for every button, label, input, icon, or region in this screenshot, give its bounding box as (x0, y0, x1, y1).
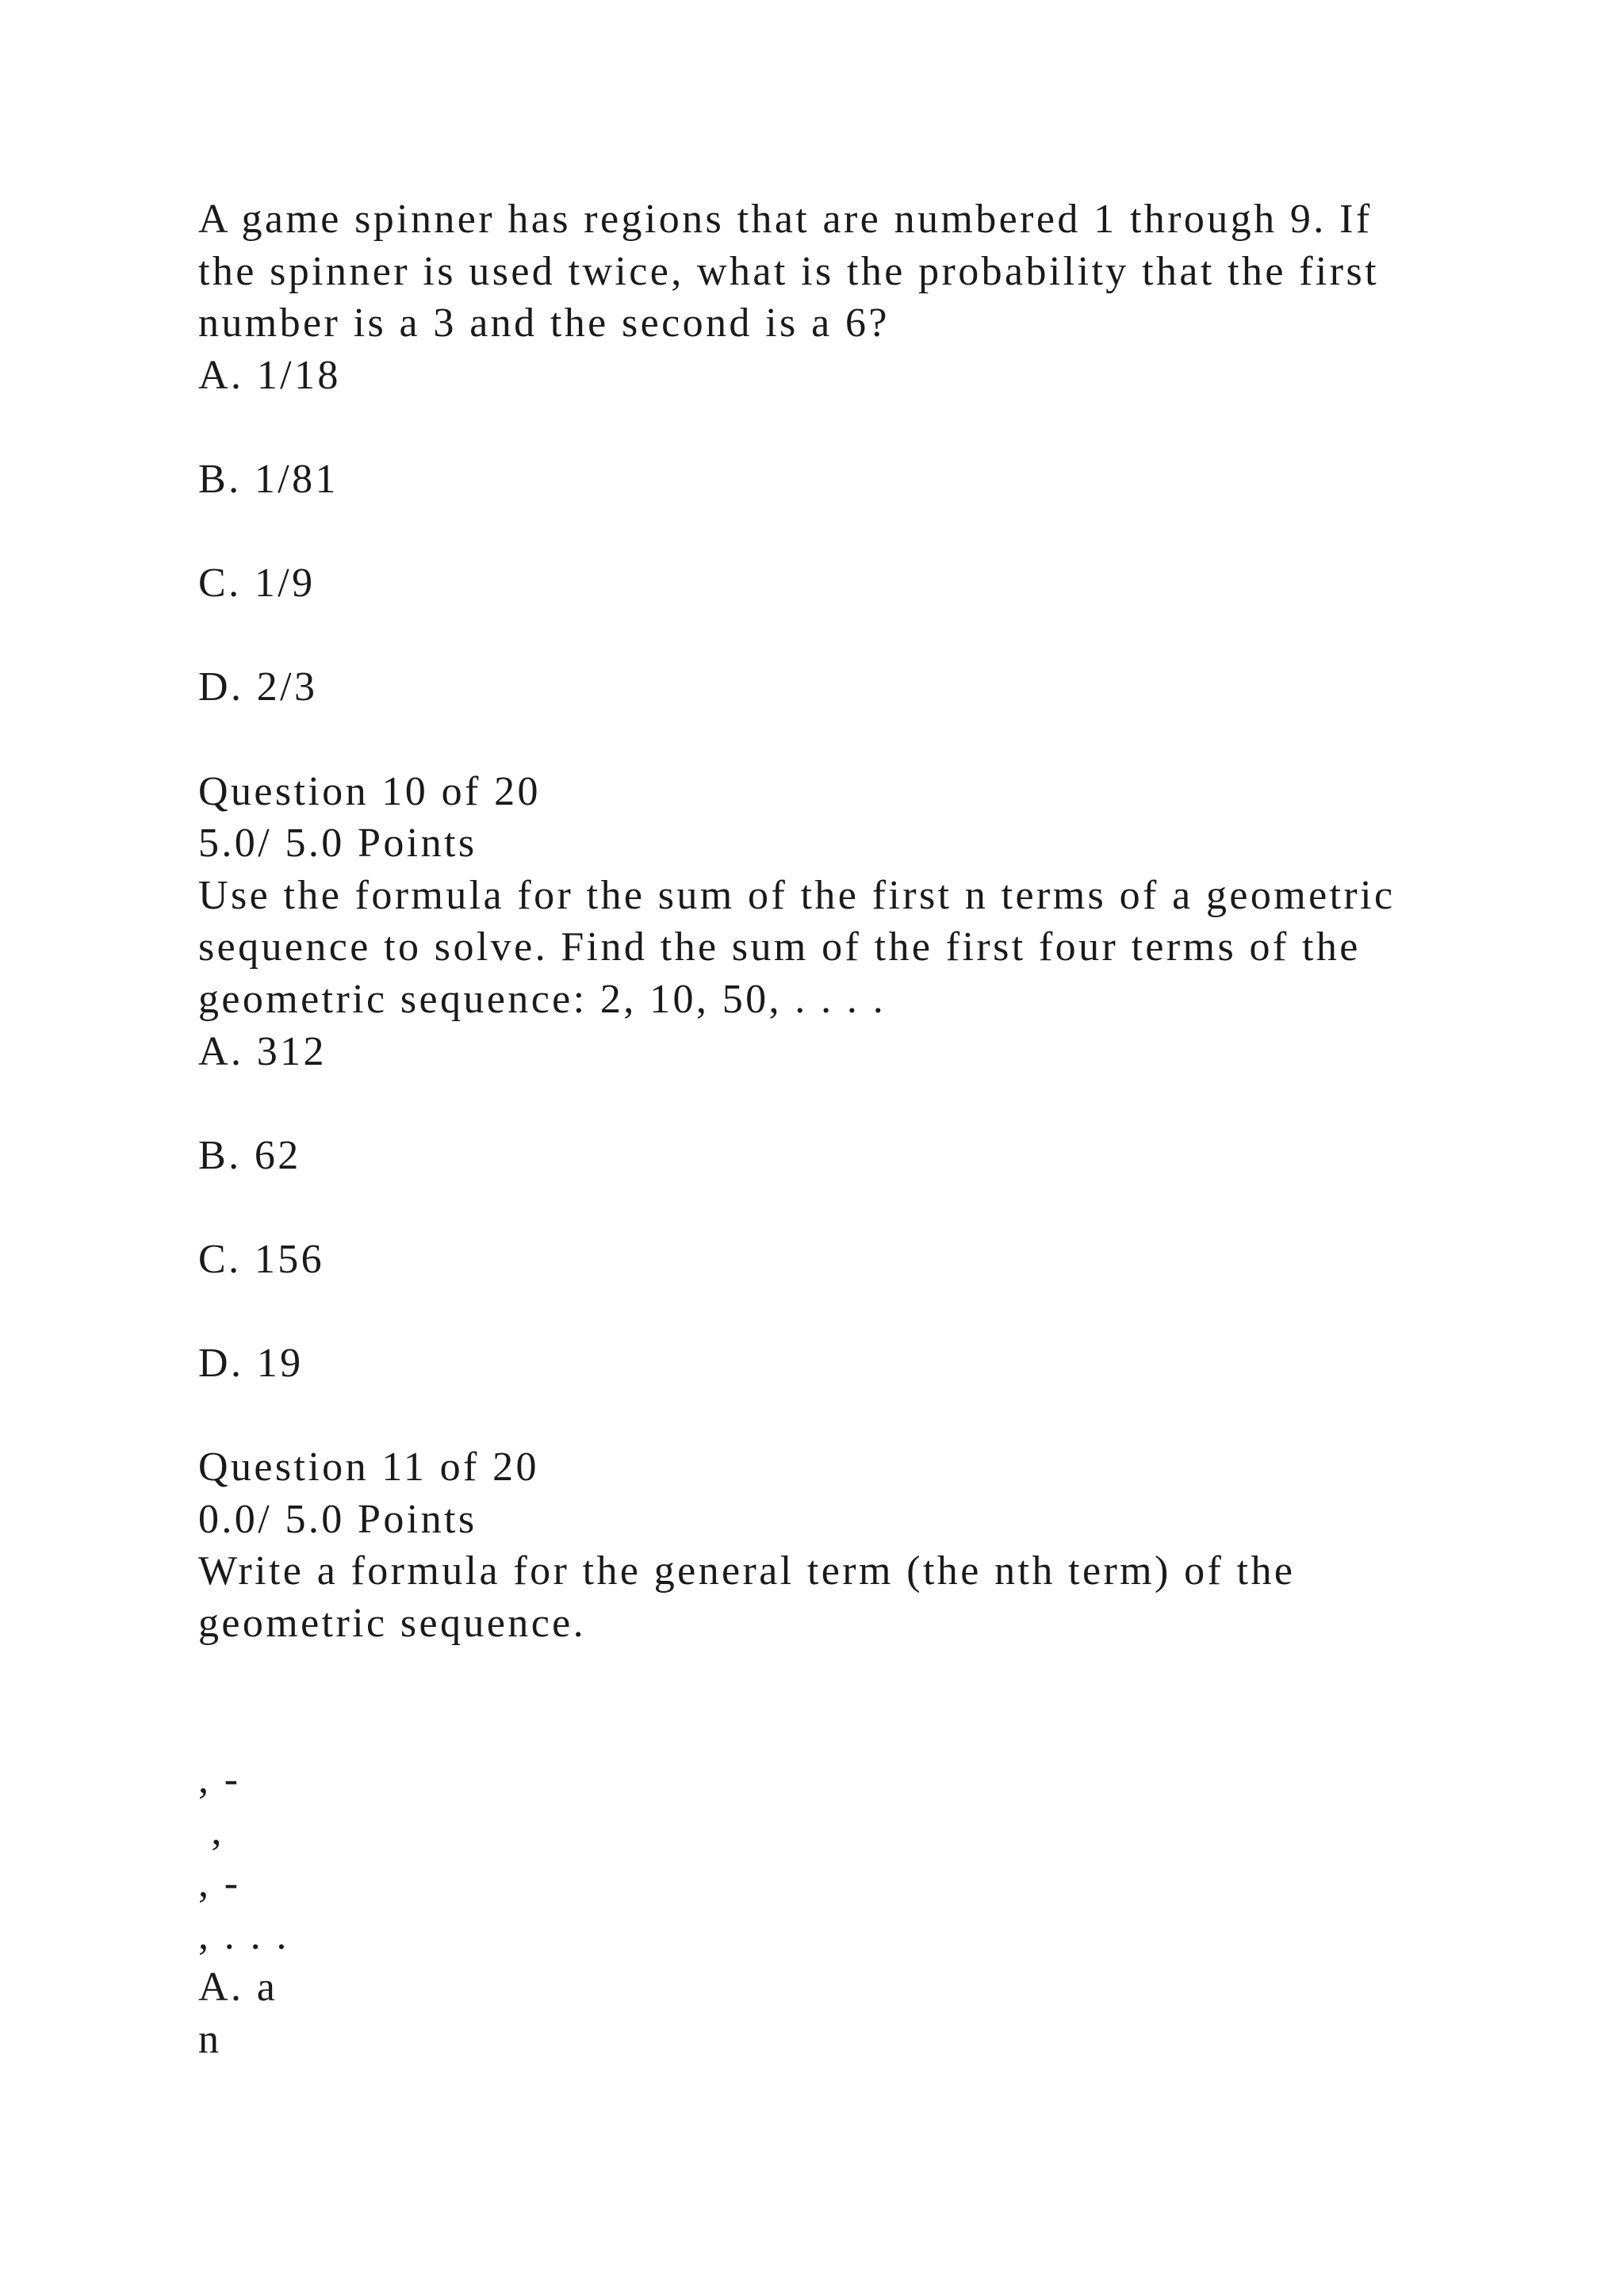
question-stem-line: number is a 3 and the second is a 6? (198, 300, 890, 346)
answer-option-b: B. 1/81 (198, 456, 339, 502)
question-11 (198, 1441, 1499, 2065)
spacer (198, 401, 1499, 453)
question-stem-line: Use the formula for the sum of the first n terms of a geometric (198, 872, 1396, 918)
spacer (198, 1701, 1499, 1754)
answer-option-a: A. a (198, 1965, 278, 2011)
question-points: 5.0/ 5.0 Points (198, 821, 477, 867)
question-stem-line: the spinner is used twice, what is the probability that the first (198, 248, 1379, 294)
spacer (198, 1390, 1499, 1442)
sequence-fragment: , - (198, 1756, 241, 1802)
spacer (198, 1650, 1499, 1702)
sequence-fragment: , (198, 1808, 224, 1854)
spacer (198, 1285, 1499, 1337)
sequence-fragment: , . . . (198, 1912, 289, 1958)
answer-option-c: C. 1/9 (198, 561, 316, 607)
question-header: Question 11 of 20 (198, 1445, 539, 1490)
document-body (198, 193, 1499, 2065)
question-stem-line: geometric sequence. (198, 1601, 587, 1647)
question-points: 0.0/ 5.0 Points (198, 1496, 477, 1542)
question-stem-line: Write a formula for the general term (the nth term) of the (198, 1548, 1296, 1594)
answer-option-a: A. 312 (198, 1028, 327, 1074)
spacer (198, 714, 1499, 766)
spacer (198, 506, 1499, 558)
spacer (198, 1077, 1499, 1130)
answer-option-d: D. 2/3 (198, 664, 318, 710)
spacer (198, 610, 1499, 662)
question-10 (198, 766, 1499, 1442)
question-stem-line: sequence to solve. Find the sum of the first four terms of the (198, 924, 1361, 970)
answer-option-d: D. 19 (198, 1341, 304, 1387)
answer-option-a: A. 1/18 (198, 352, 341, 398)
question-9 (198, 193, 1499, 766)
answer-option-b: B. 62 (198, 1132, 301, 1178)
answer-option-c: C. 156 (198, 1236, 325, 1282)
question-stem-line: A game spinner has regions that are numbered 1 through 9. If (198, 197, 1373, 242)
question-header: Question 10 of 20 (198, 768, 541, 814)
sequence-fragment: , - (198, 1861, 241, 1906)
question-stem-line: geometric sequence: 2, 10, 50, . . . . (198, 976, 887, 1022)
answer-option-a-subscript: n (198, 2016, 222, 2062)
spacer (198, 1181, 1499, 1234)
